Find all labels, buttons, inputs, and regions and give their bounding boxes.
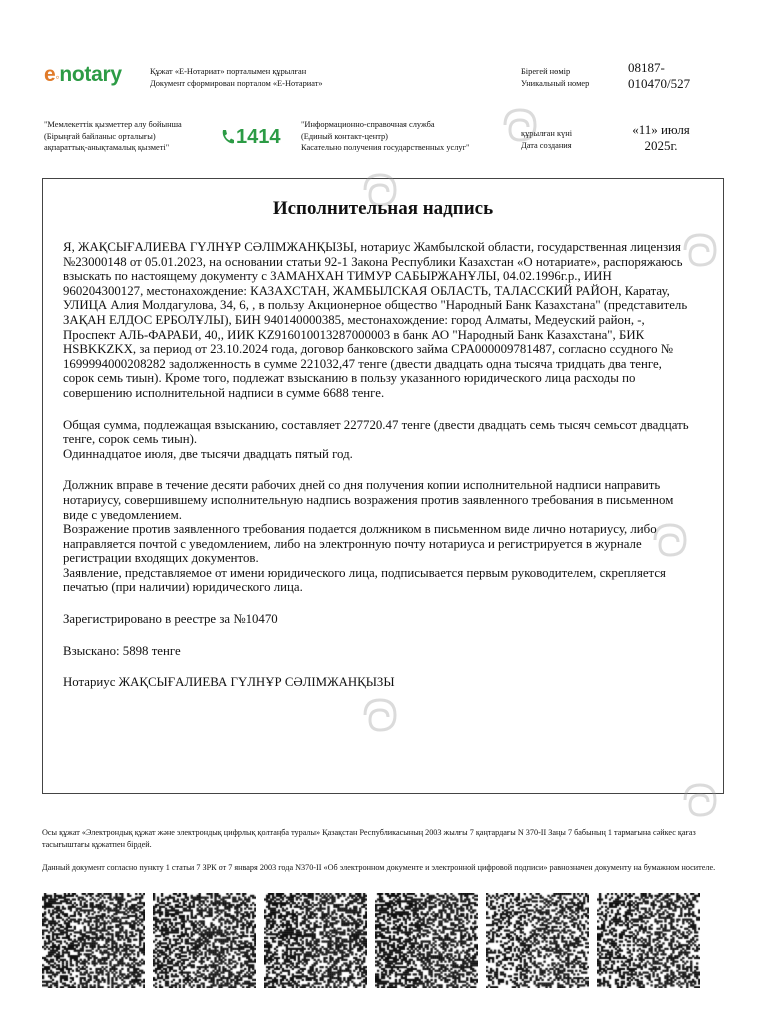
created-date bbox=[626, 122, 696, 154]
document-title: Исполнительная надпись bbox=[272, 198, 494, 219]
service-kz-line2: (Бірыңғай байланыс орталығы) bbox=[44, 131, 156, 141]
phone-number: 1414 bbox=[236, 126, 281, 148]
unique-label-ru: Уникальный номер bbox=[521, 78, 590, 88]
portal-note bbox=[150, 66, 323, 89]
unique-label-kz: Бірегей нөмір bbox=[521, 67, 571, 76]
collected-amount: Взыскано: 5898 тенге bbox=[63, 643, 181, 658]
debtor-rights-paragraph: Должник вправе в течение десяти рабочих дней со дня получения копии исполнительной надписи направить нотариусу, совершившему исполнительную надпись возражения против заявленного требования в письменном виде с уведомлением. Возражение против заявленного требования подается должником в письменном виде лично нотариусу, либо направляется почтой с уведомлением, либо на электронную почту нотариуса и регистрируется в журнале регистрации входящих документов. Заявление, представляемое от имени юридического лица, подписывается первым руководителем, скрепляется печатью (при наличии) юридического лица. bbox=[63, 478, 674, 595]
watermark-ornament-icon bbox=[500, 105, 540, 145]
service-note-ru bbox=[301, 119, 469, 154]
total-amount-paragraph: Общая сумма, подлежащая взысканию, составляет 227720.47 тенге (двести двадцать семь тысяч семьсот двадцать тенге, сорок семь тиын). Одиннадцатое июля, две тысячи двадцать пятый год. bbox=[63, 417, 689, 461]
created-label-ru: Дата создания bbox=[521, 140, 572, 150]
watermark-ornament-icon bbox=[680, 780, 720, 820]
portal-note-ru: Документ сформирован порталом «Е-Нотариат» bbox=[150, 78, 323, 88]
service-ru-line1: "Информационно-справочная служба bbox=[301, 120, 435, 129]
portal-note-kz: Құжат «Е-Нотариат» порталымен құрылған bbox=[150, 67, 307, 76]
legal-note-kz: Осы құжат «Электрондық құжат және электрондық цифрлық қолтаңба туралы» Қазақстан Республикасының 2003 жылғы 7 қаңтардағы N 370-II Заңы 7 бабының 1 тармағына сәйкес қағаз тасығыштағы құжатпен бірдей. bbox=[42, 828, 696, 849]
contact-phone bbox=[220, 126, 281, 149]
unique-number-line1: 08187- bbox=[628, 60, 665, 75]
main-paragraph: Я, ЖАҚСЫҒАЛИЕВА ГҮЛНҰР СӘЛІМЖАНҚЫЗЫ, нотариус Жамбылской области, государственная лицензия №23000148 от 05.01.2023, на основании статьи 92-1 Закона Республики Казахстан «О нотариате», распоряжаюсь взыскать по настоящему документу с ЗАМАНХАН ТИМУР САБЫРЖАНҰЛЫ, 04.02.1996г.р., ИИН 960204300127, местонахождение: КАЗАХСТАН, ЖАМБЫЛСКАЯ ОБЛАСТЬ, ТАЛАССКИЙ РАЙОН, Каратау, УЛИЦА Алия Молдагулова, 34, 6, , в пользу Акционерное общество "Народный Банк Казахстана" (представитель ЗАҚАН ЕЛДОС ЕРБОЛҰЛЫ), БИН 940140000385, местонахождение: город Алматы, Медеуский район, -, Проспект АЛЬ-ФАРАБИ, 40,, ИИК KZ916010013287000003 в банк АО "Народный Банк Казахстана", БИК HSBKKZKX, за период от 23.10.2024 года, договор банковского займа CPA000009781487, согласно ссудного № 1699994000208282 задолженность в сумме 221032,47 тенге (двести двадцать одна тысяча тридцать два тенге, сорок семь тиын). Кроме того, подлежат взысканию в пользу указанного юридического лица расходы по совершению исполнительной надписи в сумме 6688 тенге. bbox=[63, 240, 688, 400]
service-ru-line3: Касательно получения государственных услуг" bbox=[301, 143, 470, 152]
qr-code-row bbox=[42, 893, 727, 988]
unique-number bbox=[628, 60, 690, 92]
created-date-line1: «11» июля bbox=[632, 122, 690, 137]
unique-number-line2: 010470/527 bbox=[628, 76, 691, 91]
qr-code-5 bbox=[486, 893, 589, 988]
qr-code-2 bbox=[153, 893, 256, 988]
notary-signature-line: Нотариус ЖАҚСЫҒАЛИЕВА ГҮЛНҰР СӘЛІМЖАНҚЫЗЫ bbox=[63, 675, 395, 690]
qr-code-1 bbox=[42, 893, 145, 988]
legal-note-ru: Данный документ согласно пункту 1 статьи 7 ЗРК от 7 января 2003 года N370-II «Об электронном документе и электронной цифровой подписи» равнозначен документу на бумажном носителе. bbox=[42, 863, 716, 872]
unique-number-label bbox=[521, 66, 589, 89]
service-kz-line3: ақпараттық-анықтамалық қызметі" bbox=[44, 143, 170, 152]
enotary-logo: e◦notary bbox=[44, 63, 122, 86]
qr-code-6 bbox=[597, 893, 700, 988]
created-label-kz: құрылған күні bbox=[521, 129, 573, 138]
qr-code-4 bbox=[375, 893, 478, 988]
registry-number: Зарегистрировано в реестре за №10470 bbox=[63, 612, 278, 627]
created-date-line2: 2025г. bbox=[644, 138, 678, 153]
qr-code-3 bbox=[264, 893, 367, 988]
document-body bbox=[63, 240, 691, 707]
service-ru-line2: (Единый контакт-центр) bbox=[301, 131, 388, 141]
phone-icon bbox=[220, 129, 234, 145]
service-note-kz bbox=[44, 119, 182, 154]
service-kz-line1: "Мемлекеттік қызметтер алу бойынша bbox=[44, 120, 182, 129]
